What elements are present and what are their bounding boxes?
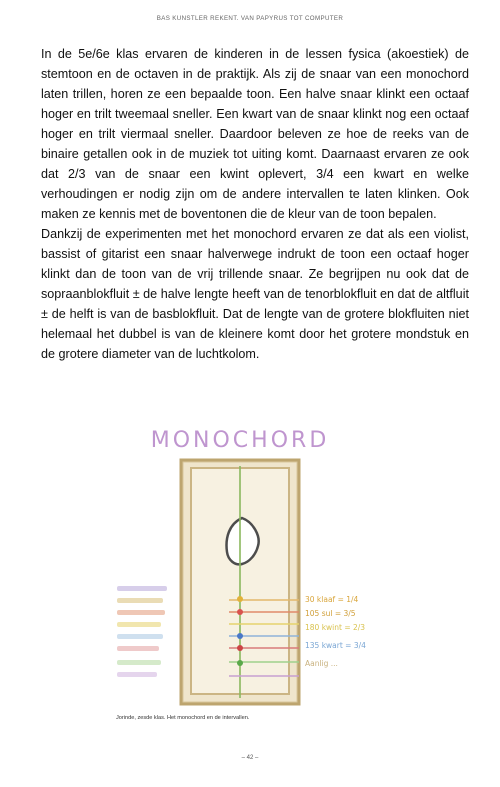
right-labels bbox=[305, 595, 366, 668]
monochord-drawing bbox=[109, 420, 371, 714]
paragraph: Dankzij de experimenten met het monochord ervaren ze dat als een violist, bassist of gitarist een snaar halverwege indrukt de toon een octaaf hoger klinkt dan de toon van de vrij trillende snaar. Ze begrijpen nu ook dat de sopraanblokfluit ± de halve lengte heeft van de tenorblokfluit en dat de altfluit ± de helft is van de basblokfluit. Dat de lengte van de grotere blokfluiten niet helemaal het dubbel is van de kleinere komt door het grotere mondstuk en de grotere diameter van de luchtkolom. bbox=[41, 227, 469, 361]
interval-label: Aanlig ... bbox=[305, 659, 338, 668]
figure-caption: Jorinde, zesde klas. Het monochord en de intervallen. bbox=[116, 715, 250, 721]
drawing-title: MONOCHORD bbox=[150, 428, 330, 453]
interval-label: 180 kwint = 2/3 bbox=[305, 623, 366, 632]
interval-label: 135 kwart = 3/4 bbox=[305, 641, 366, 650]
page-number: – 42 – bbox=[241, 755, 259, 761]
interval-label: 105 sul = 3/5 bbox=[305, 609, 356, 618]
left-scribbles bbox=[117, 586, 167, 677]
running-header: BAS KUNSTLER REKENT. VAN PAPYRUS TOT COMPUTER bbox=[156, 15, 344, 22]
paragraph: In de 5e/6e klas ervaren de kinderen in de lessen fysica (akoestiek) de stemtoon en de octaven in de praktijk. Als zij de snaar van een monochord laten trillen, horen ze een bepaalde toon. Een halve snaar klinkt een octaaf hoger en trilt tweemaal sneller. Een kwart van de snaar klinkt nog een octaaf hoger en trilt viermaal sneller. Daardoor beleven ze hoe de reeks van de binaire getallen ook in de muziek tot uiting komt. Daarnaast ervaren ze ook dat 2/3 van de snaar een kwint oplevert, 3/4 een kwart en welke verhoudingen er nodig zijn om de andere intervallen te laten klinken. Ook maken ze kennis met de boventonen die de kleur van de toon bepalen. bbox=[41, 47, 469, 221]
interval-label: 30 klaaf = 1/4 bbox=[305, 595, 359, 604]
body-text bbox=[41, 44, 469, 364]
